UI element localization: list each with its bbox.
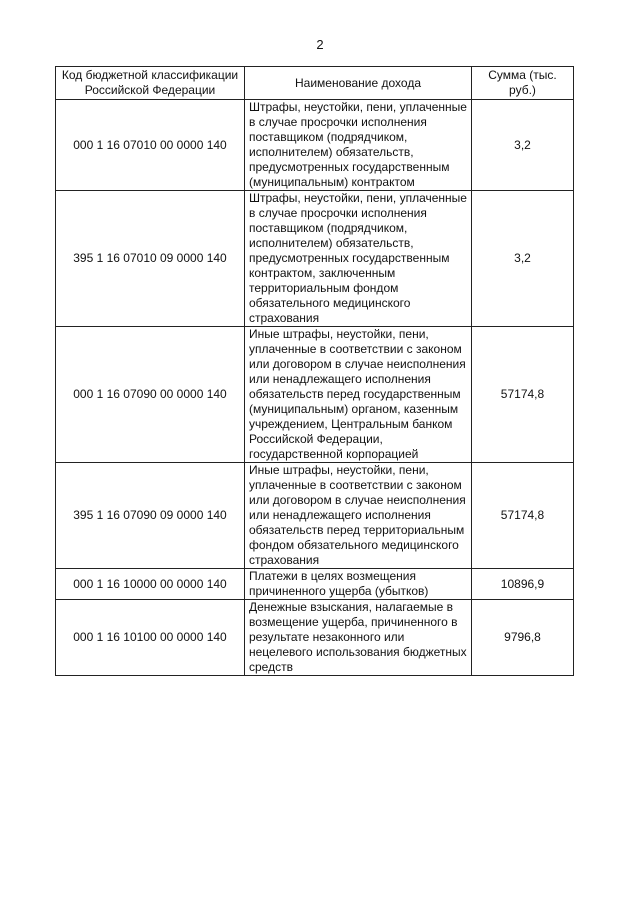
- table-row: [56, 100, 574, 191]
- row-sum: 57174,8: [472, 463, 574, 569]
- row-sum: 10896,9: [472, 569, 574, 600]
- table-row: [56, 600, 574, 676]
- row-code: 000 1 16 10100 00 0000 140: [56, 600, 245, 676]
- table-row: [56, 327, 574, 463]
- row-name: Платежи в целях возмещения причиненного ущерба (убытков): [245, 569, 472, 600]
- page-number: 2: [316, 37, 324, 52]
- row-name: Штрафы, неустойки, пени, уплаченные в случае просрочки исполнения поставщиком (подрядчиком, исполнителем) обязательств, предусмотренных государственным (муниципальным) контрактом: [245, 100, 472, 191]
- row-code: 000 1 16 10000 00 0000 140: [56, 569, 245, 600]
- row-name: Штрафы, неустойки, пени, уплаченные в случае просрочки исполнения поставщиком (подрядчиком, исполнителем) обязательств, предусмотренных государственным контрактом, заключенным территориальным фондом обязательного медицинского страхования: [245, 191, 472, 327]
- row-code: 000 1 16 07010 00 0000 140: [56, 100, 245, 191]
- row-sum: 3,2: [472, 100, 574, 191]
- row-code: 000 1 16 07090 00 0000 140: [56, 327, 245, 463]
- header-code: Код бюджетной классификации Российской Федерации: [56, 67, 245, 100]
- row-code: 395 1 16 07010 09 0000 140: [56, 191, 245, 327]
- table-header-row: [56, 67, 574, 100]
- table-row: [56, 191, 574, 327]
- row-sum: 3,2: [472, 191, 574, 327]
- header-name: Наименование дохода: [245, 67, 472, 100]
- row-name: Иные штрафы, неустойки, пени, уплаченные в соответствии с законом или договором в случае неисполнения или ненадлежащего исполнения обязательств перед территориальным фондом обязательного медицинского страхования: [245, 463, 472, 569]
- header-sum: Сумма (тыс. руб.): [472, 67, 574, 100]
- table-row: [56, 463, 574, 569]
- row-name: Денежные взыскания, налагаемые в возмещение ущерба, причиненного в результате незаконного или нецелевого использования бюджетных средств: [245, 600, 472, 676]
- row-sum: 57174,8: [472, 327, 574, 463]
- table-row: [56, 569, 574, 600]
- revenue-table: [55, 66, 574, 676]
- row-sum: 9796,8: [472, 600, 574, 676]
- row-code: 395 1 16 07090 09 0000 140: [56, 463, 245, 569]
- row-name: Иные штрафы, неустойки, пени, уплаченные в соответствии с законом или договором в случае неисполнения или ненадлежащего исполнения обязательств перед государственным (муниципальным) органом, казенным учреждением, Центральным банком Российской Федерации, государственной корпорацией: [245, 327, 472, 463]
